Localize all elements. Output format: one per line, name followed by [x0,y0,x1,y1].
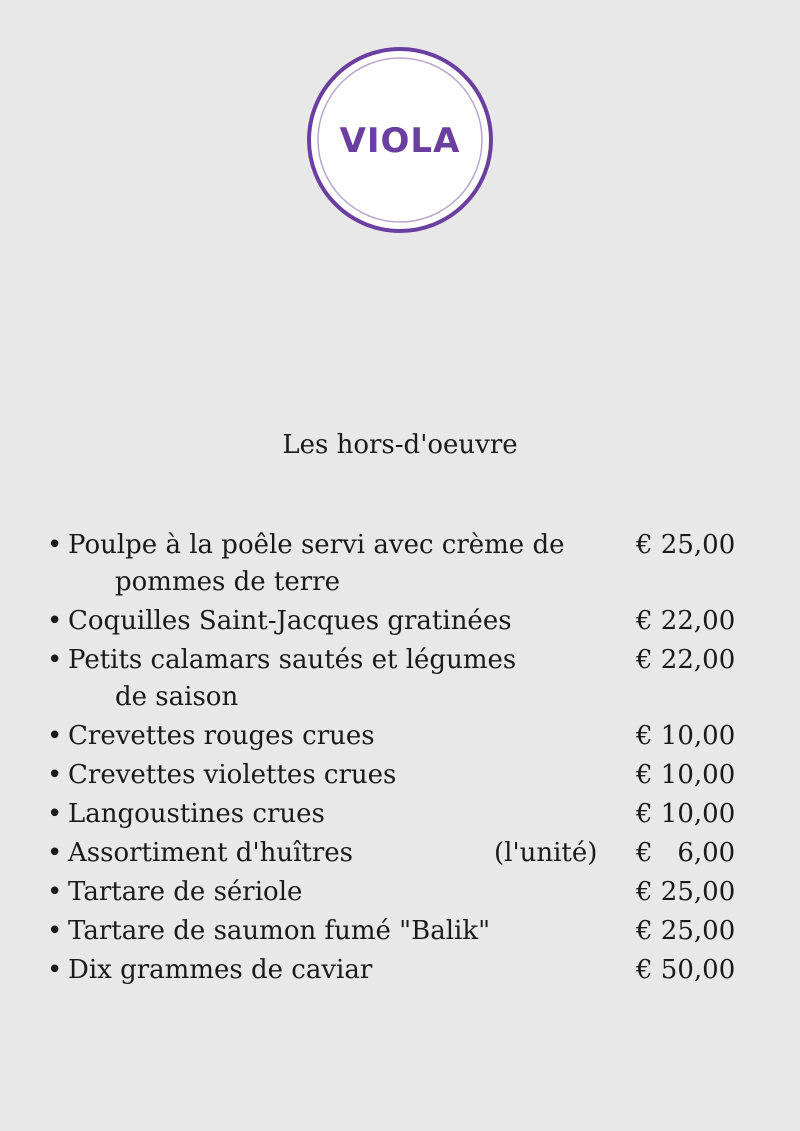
bullet-icon: • [47,645,63,675]
bullet-icon: • [47,838,63,868]
item-name: Petits calamars sautés et légumes [68,645,517,675]
menu-item [40,796,760,833]
bullet-icon: • [47,760,63,790]
item-name: Tartare de saumon fumé "Balik" [68,916,491,946]
item-unit: (l'unité) [494,838,598,868]
bullet-icon: • [47,721,63,751]
item-name: Dix grammes de caviar [68,955,373,985]
item-price: € 25,00 [636,916,736,946]
item-price: € 10,00 [636,760,736,790]
menu-item [40,757,760,794]
menu-item [40,835,760,872]
bullet-icon: • [47,877,63,907]
logo-text: VIOLA [339,121,461,161]
item-name-continuation: pommes de terre [115,567,340,597]
item-name: Langoustines crues [68,799,325,829]
item-price: € 25,00 [636,877,736,907]
item-name: Assortiment d'huîtres [68,838,354,868]
item-price: € 50,00 [636,955,736,985]
menu-item [40,603,760,640]
menu-list [40,527,760,991]
item-price: € 22,00 [636,606,736,636]
menu-item [40,952,760,989]
item-price: € 6,00 [636,838,736,868]
section-title: Les hors-d'oeuvre [282,430,518,460]
item-name: Tartare de sériole [68,877,303,907]
bullet-icon: • [47,606,63,636]
viola-logo [307,47,493,233]
bullet-icon: • [47,530,63,560]
item-name-continuation: de saison [115,682,239,712]
item-name: Coquilles Saint-Jacques gratinées [68,606,512,636]
menu-item [40,874,760,911]
item-price: € 10,00 [636,799,736,829]
item-name: Poulpe à la poêle servi avec crème de [68,530,565,560]
menu-item [40,642,760,716]
menu-item [40,527,760,601]
bullet-icon: • [47,916,63,946]
item-name: Crevettes violettes crues [68,760,397,790]
bullet-icon: • [47,955,63,985]
item-name: Crevettes rouges crues [68,721,375,751]
item-price: € 25,00 [636,530,736,560]
menu-item [40,913,760,950]
menu-item [40,718,760,755]
item-price: € 10,00 [636,721,736,751]
bullet-icon: • [47,799,63,829]
item-price: € 22,00 [636,645,736,675]
